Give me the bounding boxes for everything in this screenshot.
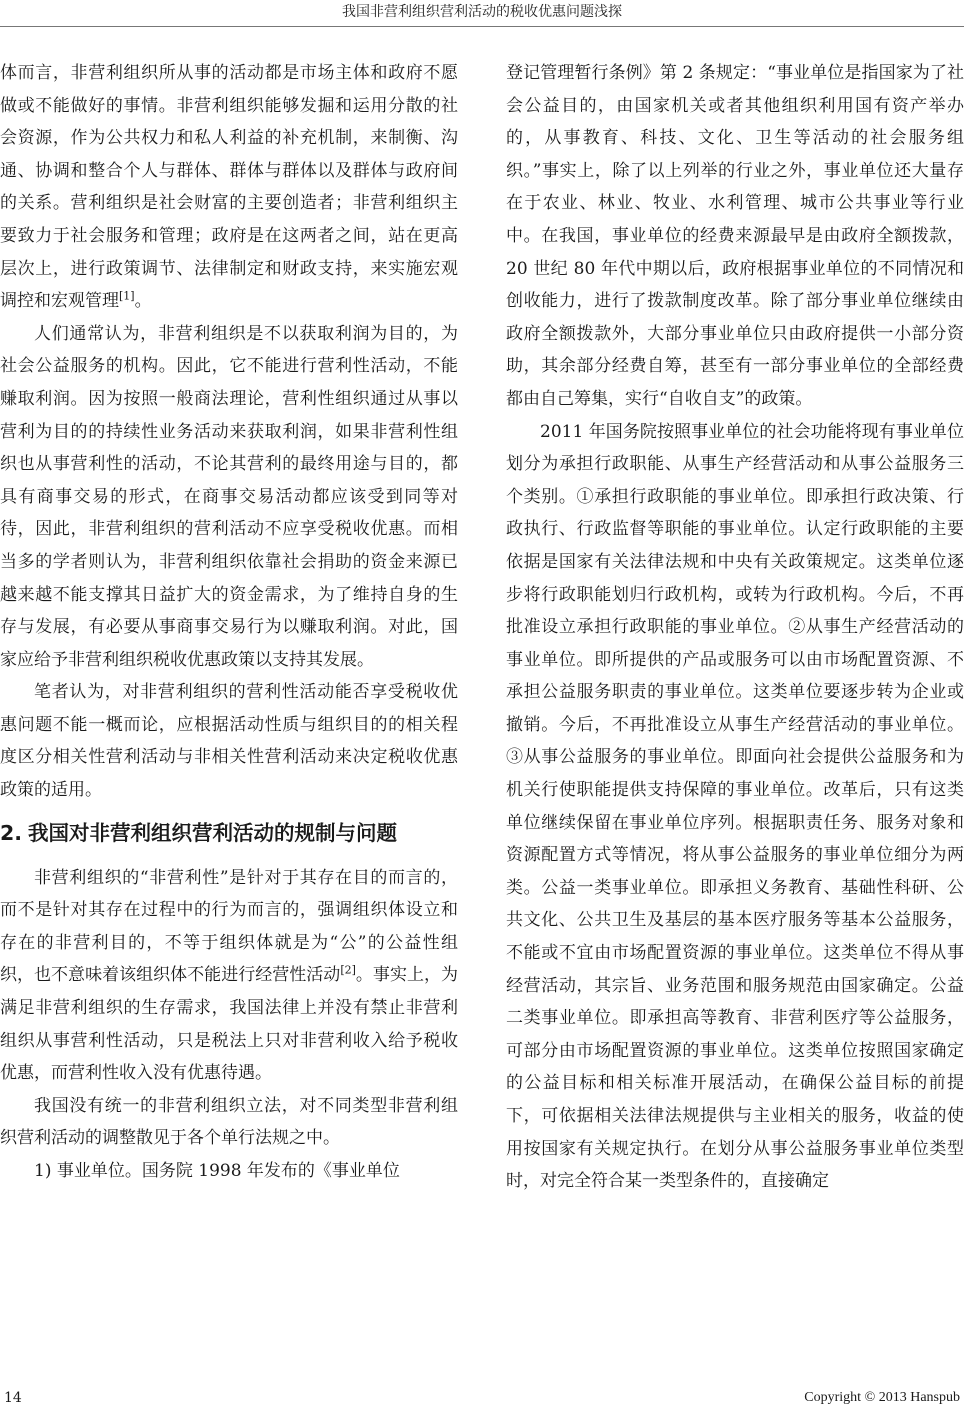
section-title: 我国对非营利组织营利活动的规制与问题 bbox=[28, 820, 397, 845]
paragraph-continued bbox=[0, 57, 458, 318]
paragraph: 1) 事业单位。国务院 1998 年发布的《事业单位 bbox=[34, 1161, 400, 1181]
paragraph-tail: 。 bbox=[134, 291, 152, 312]
running-header: 我国非营利组织营利活动的税收优惠问题浅探 bbox=[342, 4, 622, 20]
paragraph bbox=[0, 862, 458, 1090]
page-number: 14 bbox=[4, 1390, 22, 1406]
paragraph-continued: 登记管理暂行条例》第 2 条规定：“事业单位是指国家为了社会公益目的，由国家机关或者其他组织利用国有资产举办的，从事教育、科技、文化、卫生等活动的社会服务组织。”事实上，除了以上列举的行业之外，事业单位还大量存在于农业、林业、牧业、水利管理、城市公共事业等行业中。在我国，事业单位的经费来源最早是由政府全额拨款，20 世纪 80 年代中期以后，政府根据事业单位的不同情况和创收能力，进行了拨款制度改革。除了部分事业单位继续由政府全额拨款外，大部分事业单位只由政府提供一小部分资助，其余部分经费自筹，甚至有一部分事业单位的全部经费都由自己筹集，实行“自收自支”的政策。 bbox=[506, 63, 964, 409]
citation-ref[interactable]: [2] bbox=[340, 963, 356, 977]
paragraph: 笔者认为，对非营利组织的营利性活动能否享受税收优惠问题不能一概而论，应根据活动性质与组织目的的相关程度区分相关性营利活动与非相关性营利活动来决定税收优惠政策的适用。 bbox=[0, 682, 458, 801]
copyright-notice: Copyright © 2013 Hanspub bbox=[804, 1390, 960, 1405]
section-number: 2. bbox=[0, 820, 23, 845]
right-column bbox=[506, 57, 964, 1198]
citation-ref[interactable]: [1] bbox=[119, 289, 135, 303]
paragraph: 我国没有统一的非营利组织立法，对不同类型非营利组织营利活动的调整散见于各个单行法规之中。 bbox=[0, 1095, 458, 1149]
paragraph-text: 非营利组织的“非营利性”是针对于其存在目的而言的，而不是针对其存在过程中的行为而言的，强调组织体设立和存在的非营利目的，不等于组织体就是为“公”的公益性组织，也不意味着该组织体不能进行经营性活动 bbox=[0, 867, 458, 986]
left-column bbox=[0, 57, 458, 1188]
paragraph: 2011 年国务院按照事业单位的社会功能将现有事业单位划分为承担行政职能、从事生产经营活动和从事公益服务三个类别。①承担行政职能的事业单位。即承担行政决策、行政执行、行政监督等职能的事业单位。认定行政职能的主要依据是国家有关法律法规和中央有关政策规定。这类单位逐步将行政职能划归行政机构，或转为行政机构。今后，不再批准设立承担行政职能的事业单位。②从事生产经营活动的事业单位。即所提供的产品或服务可以由市场配置资源、不承担公益服务职责的事业单位。这类单位要逐步转为企业或撤销。今后，不再批准设立从事生产经营活动的事业单位。③从事公益服务的事业单位。即面向社会提供公益服务和为机关行使职能提供支持保障的事业单位。改革后，只有这类单位继续保留在事业单位序列。根据职责任务、服务对象和资源配置方式等情况，将从事公益服务的事业单位细分为两类。公益一类事业单位。即承担义务教育、基础性科研、公共文化、公共卫生及基层的基本医疗服务等基本公益服务，不能或不宜由市场配置资源的事业单位。这类单位不得从事经营活动，其宗旨、业务范围和服务规范由国家确定。公益二类事业单位。即承担高等教育、非营利医疗等公益服务，可部分由市场配置资源的事业单位。这类单位按照国家确定的公益目标和相关标准开展活动，在确保公益目标的前提下，可依据相关法律法规提供与主业相关的服务，收益的使用按国家有关规定执行。在划分从事公益服务事业单位类型时，对完全符合某一类型条件的，直接确定 bbox=[506, 421, 964, 1192]
paragraph-tail: 。事实上，为满足非营利组织的生存需求，我国法律上并没有禁止非营利组织从事营利性活动，只是税法上只对非营利收入给予税收优惠，而营利性收入没有优惠待遇。 bbox=[0, 965, 458, 1084]
paragraph: 人们通常认为，非营利组织是不以获取利润为目的，为社会公益服务的机构。因此，它不能进行营利性活动，不能赚取利润。因为按照一般商法理论，营利性组织通过从事以营利为目的的持续性业务活动来获取利润，如果非营利性组织也从事营利性的活动，不论其营利的最终用途与目的，都具有商事交易的形式，在商事交易活动都应该受到同等对待，因此，非营利组织的营利活动不应享受税收优惠。而相当多的学者则认为，非营利组织依靠社会捐助的资金来源已越来越不能支撑其日益扩大的资金需求，为了维持自身的生存与发展，有必要从事商事交易行为以赚取利润。对此，国家应给予非营利组织税收优惠政策以支持其发展。 bbox=[0, 323, 458, 670]
header-rule bbox=[0, 26, 964, 27]
section-heading bbox=[0, 816, 458, 850]
paragraph-text: 体而言，非营利组织所从事的活动都是市场主体和政府不愿做或不能做好的事情。非营利组织能够发掘和运用分散的社会资源，作为公共权力和私人利益的补充机制，来制衡、沟通、协调和整合个人与群体、群体与群体以及群体与政府间的关系。营利组织是社会财富的主要创造者；非营利组织主要致力于社会服务和管理；政府是在这两者之间，站在更高层次上，进行政策调节、法律制定和财政支持，来实施宏观调控和宏观管理 bbox=[0, 63, 458, 312]
